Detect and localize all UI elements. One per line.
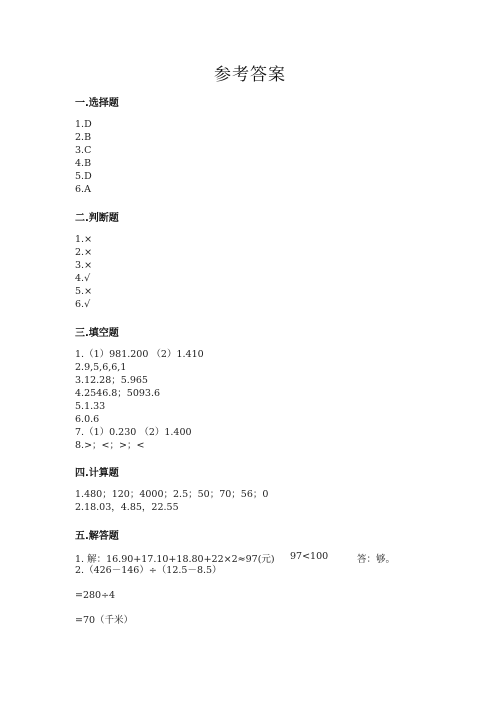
answer-line: 2.B xyxy=(75,132,92,143)
page-title: 参考答案 xyxy=(214,65,286,85)
answer-line: 3.12.28；5.965 xyxy=(75,375,148,386)
section-heading-word-problems: 五.解答题 xyxy=(75,531,119,542)
answer-line: 2.18.03，4.85，22.55 xyxy=(75,502,179,513)
answer-line: 8.>；<；>；< xyxy=(75,440,145,451)
answer-line: 5.1.33 xyxy=(75,401,106,412)
section-heading-choice: 一.选择题 xyxy=(75,98,119,109)
answer-line: 4.B xyxy=(75,158,92,169)
answer-line: 6.0.6 xyxy=(75,414,100,425)
answer-line: 4.2546.8；5093.6 xyxy=(75,388,161,399)
answer-line: 1.D xyxy=(75,119,92,130)
section-heading-judgement: 二.判断题 xyxy=(75,213,119,224)
section-heading-calculation: 四.计算题 xyxy=(75,468,119,479)
conclusion-text: 答：够。 xyxy=(357,554,396,565)
answer-line: 4.√ xyxy=(75,273,91,284)
section-heading-fill-blank: 三.填空题 xyxy=(75,328,119,339)
answer-line: 1.× xyxy=(75,234,93,245)
answer-line: 6.√ xyxy=(75,299,91,310)
answer-line: 5.× xyxy=(75,286,93,297)
answer-line: =70（千米） xyxy=(75,615,134,626)
answer-line: 2.9,5,6,6,1 xyxy=(75,362,127,373)
answer-line: 2.（426－146）÷（12.5－8.5） xyxy=(75,565,222,576)
answer-line: 3.× xyxy=(75,260,93,271)
comparison-text: 97<100 xyxy=(290,551,329,562)
answer-line: 2.× xyxy=(75,247,93,258)
answer-line: 1.480；120；4000；2.5；50；70；56；0 xyxy=(75,489,269,500)
answer-line: 6.A xyxy=(75,184,91,195)
answer-line: 1.（1）981.200 （2）1.410 xyxy=(75,349,204,360)
answer-line: 3.C xyxy=(75,145,92,156)
answer-line: 5.D xyxy=(75,171,92,182)
answer-line: 1. 解：16.90+17.10+18.80+22×2≈97(元) xyxy=(75,554,275,565)
answer-line: =280÷4 xyxy=(75,590,116,601)
answer-line: 7.（1）0.230 （2）1.400 xyxy=(75,427,192,438)
